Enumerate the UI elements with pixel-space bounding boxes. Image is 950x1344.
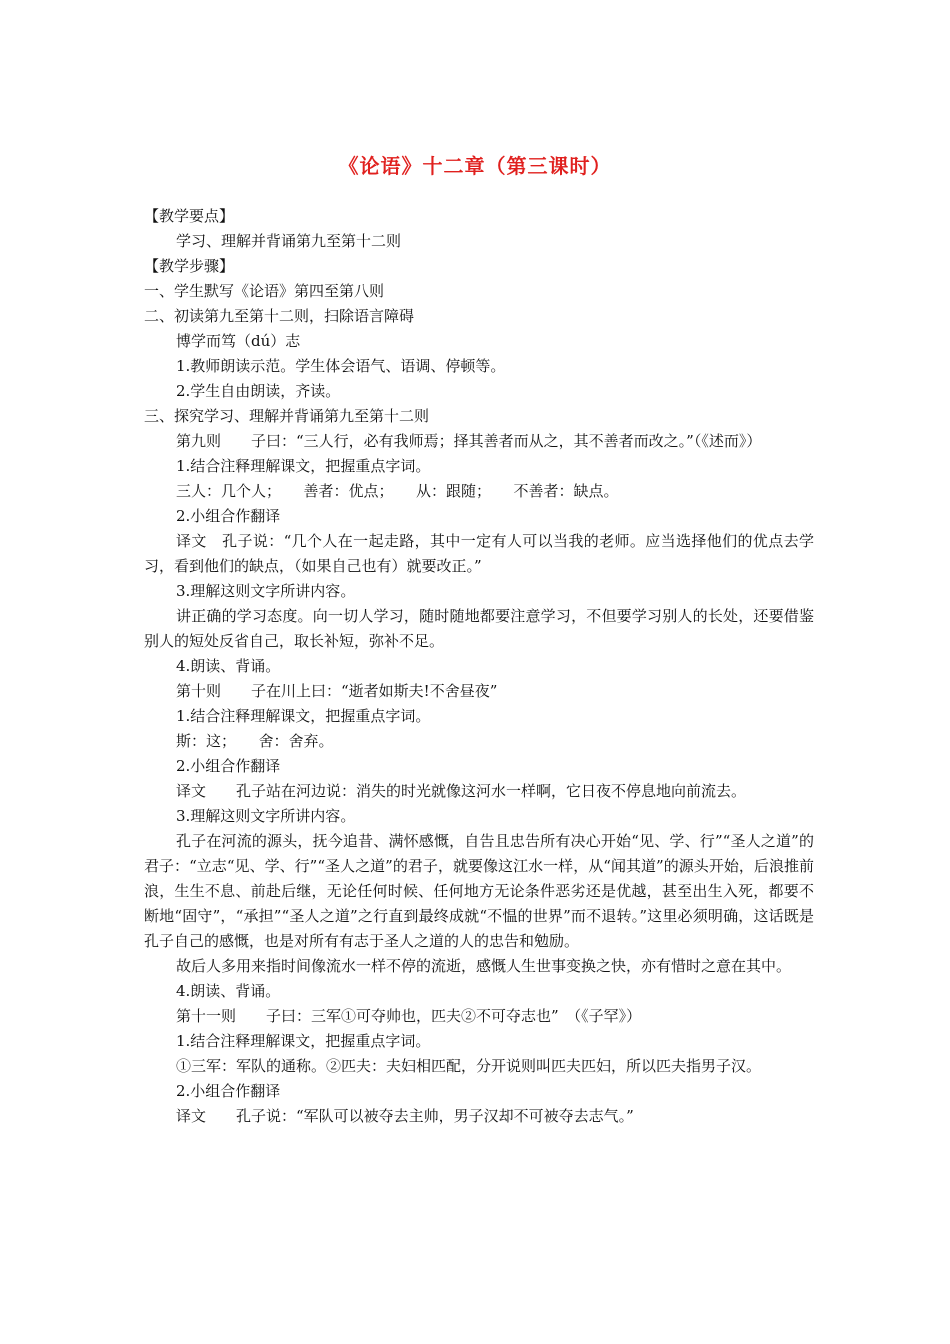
text-line: 1.结合注释理解课文，把握重点字词。	[176, 1032, 431, 1050]
text-line: 学习、理解并背诵第九至第十二则	[176, 232, 402, 250]
text-line: 3.理解这则文字所讲内容。	[176, 807, 356, 825]
text-line: 译文 孔子站在河边说：消失的时光就像这河水一样啊，它日夜不停息地向前流去。	[176, 782, 747, 800]
text-line: 2.小组合作翻译	[176, 507, 281, 525]
text-line: 1.教师朗读示范。学生体会语气、语调、停顿等。	[176, 357, 506, 375]
text-line: 博学而笃（dú）志	[176, 332, 301, 350]
text-line: 4.朗读、背诵。	[176, 982, 281, 1000]
text-line: 讲正确的学习态度。向一切人学习，随时随地都要注意学习，不但要学习别人的长处，还要借鉴别人的短处反省自己，取长补短，弥补不足。	[144, 607, 814, 650]
text-line: 三、探究学习、理解并背诵第九至第十二则	[144, 407, 430, 425]
text-line: 2.小组合作翻译	[176, 757, 281, 775]
text-line: 斯：这； 舍：舍弃。	[176, 732, 334, 750]
text-line: 3.理解这则文字所讲内容。	[176, 582, 356, 600]
document-title: 《论语》十二章（第三课时）	[338, 154, 612, 178]
text-line: 1.结合注释理解课文，把握重点字词。	[176, 707, 431, 725]
text-line: 1.结合注释理解课文，把握重点字词。	[176, 457, 431, 475]
text-line: 故后人多用来指时间像流水一样不停的流逝，感慨人生世事变换之快，亦有惜时之意在其中。	[176, 957, 792, 975]
text-line: 孔子在河流的源头，抚今追昔、满怀感慨，自告且忠告所有决心开始“见、学、行”“圣人之道”的君子：“立志“见、学、行”“圣人之道”的君子，就要像这江水一样，从“闻其道”的源头开始，后浪推前浪，生生不息、前赴后继，无论任何时候、任何地方无论条件恶劣还是优越，甚至出生入死，都要不断地“固守”，“承担”“圣人之道”之行直到最终成就“不愠的世界”而不退转。”这里必须明确，这话既是孔子自己的感慨，也是对所有有志于圣人之道的人的忠告和勉励。	[144, 832, 814, 950]
text-line: 2.学生自由朗读，齐读。	[176, 382, 341, 400]
text-line: 第十则 子在川上曰：“逝者如斯夫!不舍昼夜”	[176, 682, 498, 700]
text-line: 【教学要点】	[144, 207, 235, 225]
text-line: 二、初读第九至第十二则，扫除语言障碍	[144, 307, 415, 325]
text-line: 2.小组合作翻译	[176, 1082, 281, 1100]
text-line: 4.朗读、背诵。	[176, 657, 281, 675]
text-line: 译文 孔子说：“军队可以被夺去主帅，男子汉却不可被夺去志气。”	[176, 1107, 634, 1125]
document-body	[144, 204, 814, 1129]
text-line: 译文 孔子说：“几个人在一起走路，其中一定有人可以当我的老师。应当选择他们的优点去学习，看到他们的缺点，（如果自己也有）就要改正。”	[144, 532, 814, 575]
text-line: 三人：几个人； 善者：优点； 从：跟随； 不善者：缺点。	[176, 482, 619, 500]
text-line: 第十一则 子曰：三军①可夺帅也，匹夫②不可夺志也” （《子罕》）	[176, 1007, 642, 1025]
text-line: 一、学生默写《论语》第四至第八则	[144, 282, 385, 300]
text-line: ①三军：军队的通称。②匹夫：夫妇相匹配，分开说则叫匹夫匹妇，所以匹夫指男子汉。	[176, 1057, 762, 1075]
text-line: 【教学步骤】	[144, 257, 235, 275]
text-line: 第九则 子曰：“三人行，必有我师焉；择其善者而从之，其不善者而改之。”（《述而》）	[176, 432, 762, 450]
